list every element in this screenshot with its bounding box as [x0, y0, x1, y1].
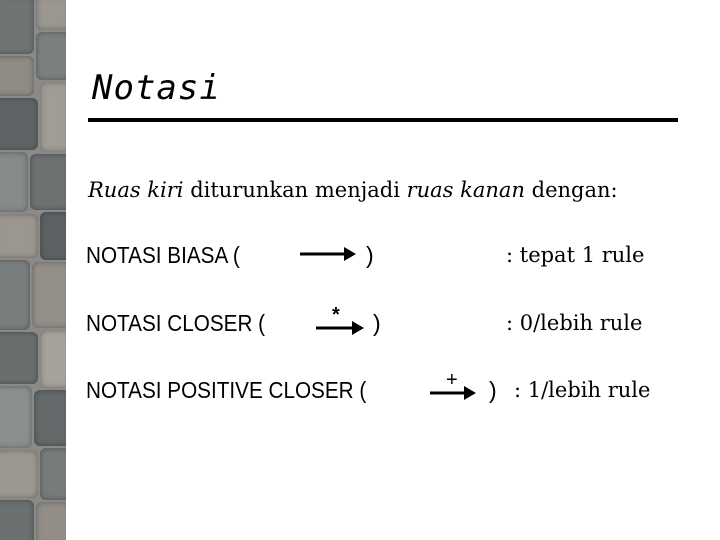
intro-text-middle: diturunkan menjadi — [183, 178, 407, 202]
plus-symbol: + — [446, 369, 458, 391]
stone — [0, 386, 32, 448]
stone — [40, 448, 66, 500]
stone — [0, 450, 38, 498]
stone — [36, 502, 66, 540]
stone — [36, 0, 66, 30]
notation-description: : 1/lebih rule — [514, 378, 651, 402]
stone — [40, 212, 66, 260]
slide-title: Notasi — [92, 68, 221, 108]
stone — [0, 98, 38, 150]
notation-close-paren: ) — [373, 310, 381, 336]
arrow-icon — [298, 244, 358, 264]
stone — [36, 32, 66, 80]
notation-label: NOTASI POSITIVE CLOSER ( — [86, 377, 367, 403]
notation-label: NOTASI CLOSER ( — [86, 310, 266, 336]
notation-description: : 0/lebih rule — [506, 311, 643, 335]
notation-description: : tepat 1 rule — [506, 243, 645, 267]
notation-label: NOTASI BIASA ( — [86, 242, 240, 268]
intro-italic-left: Ruas kiri — [88, 178, 184, 202]
stone — [0, 260, 30, 330]
star-symbol: * — [332, 304, 340, 326]
stone — [34, 390, 66, 446]
stone — [0, 214, 38, 258]
notation-close-paren: ) — [366, 242, 374, 268]
intro-text — [88, 178, 618, 202]
stone — [32, 262, 66, 328]
stone — [40, 82, 66, 152]
arrow-icon — [314, 316, 366, 336]
stone — [0, 0, 34, 54]
stone — [40, 330, 66, 388]
stone — [0, 500, 34, 540]
notation-close-paren: ) — [489, 377, 497, 403]
stone — [30, 154, 66, 210]
intro-text-end: dengan: — [524, 178, 618, 202]
stone-wall-background — [0, 0, 66, 540]
intro-italic-right: ruas kanan — [406, 178, 525, 202]
stone — [0, 56, 34, 96]
stone — [0, 152, 28, 212]
arrow-icon — [428, 381, 478, 401]
stone — [0, 332, 38, 384]
title-underline — [88, 118, 678, 122]
